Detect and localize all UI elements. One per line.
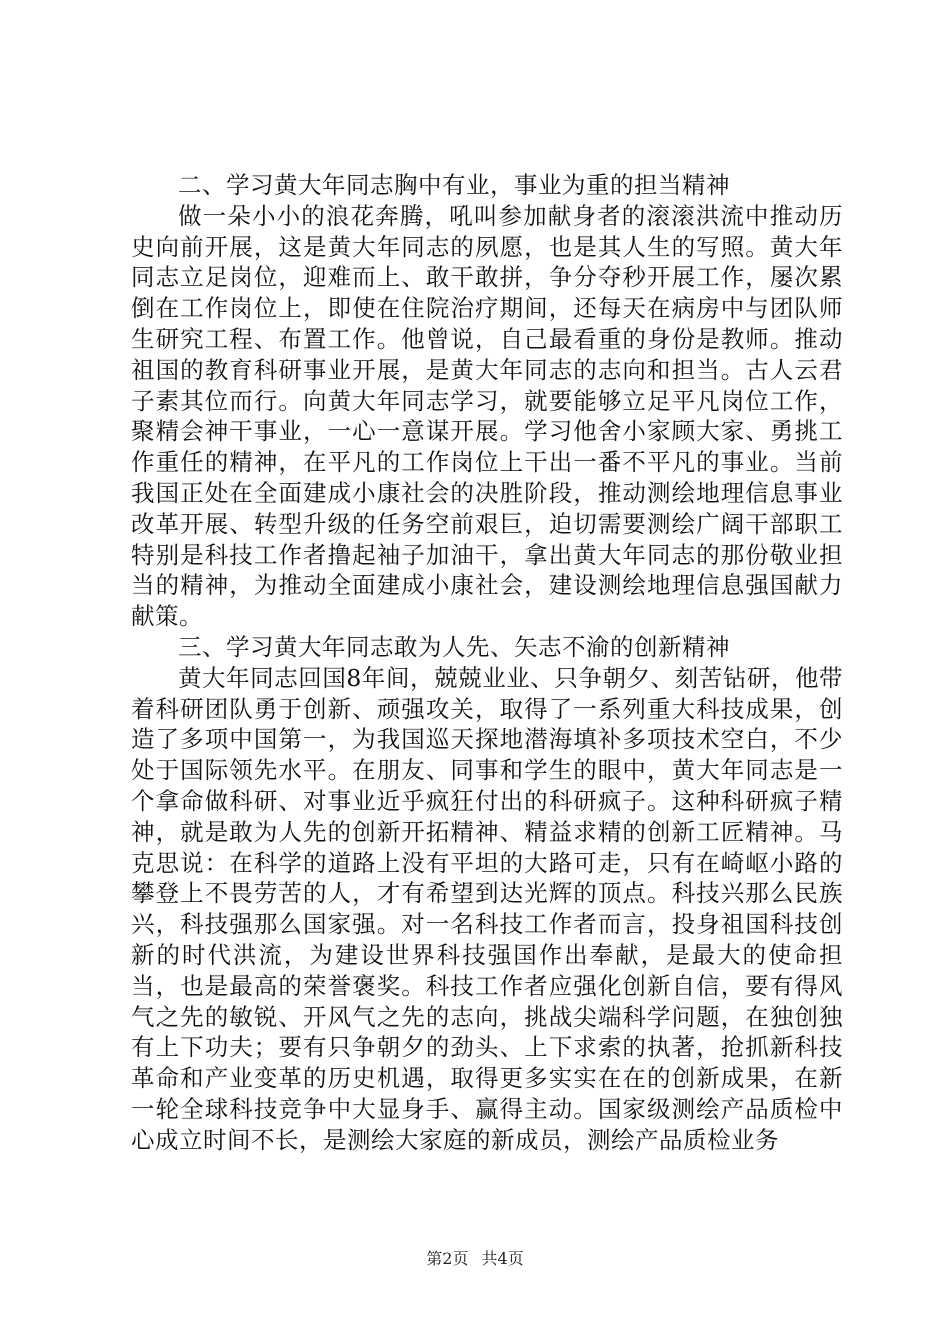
page-total: 共4页	[481, 1249, 524, 1268]
section-paragraph-2: 做一朵小小的浪花奔腾，吼叫参加献身者的滚滚洪流中推动历史向前开展，这是黄大年同志的夙愿，也是其人生的写照。黄大年同志立足岗位，迎难而上、敢干敢拼，争分夺秒开展工作，屡次累倒在工作岗位上，即使在住院治疗期间，还每天在病房中与团队师生研究工程、布置工作。他曾说，自己最看重的身份是教师。推动祖国的教育科研事业开展，是黄大年同志的志向和担当。古人云君子素其位而行。向黄大年同志学习，就要能够立足平凡岗位工作，聚精会神干事业，一心一意谋开展。学习他舍小家顾大家、勇挑工作重任的精神，在平凡的工作岗位上干出一番不平凡的事业。当前我国正处在全面建成小康社会的决胜阶段，推动测绘地理信息事业改革开展、转型升级的任务空前艰巨，迫切需要测绘广阔干部职工特别是科技工作者撸起袖子加油干，拿出黄大年同志的那份敬业担当的精神，为推动全面建成小康社会，建设测绘地理信息强国献力献策。	[131, 201, 843, 631]
section-heading-2: 二、学习黄大年同志胸中有业，事业为重的担当精神	[178, 171, 730, 199]
document-body	[131, 170, 843, 1156]
page-footer	[0, 1246, 950, 1269]
section-paragraph-3: 黄大年同志回国8年间，兢兢业业、只争朝夕、刻苦钻研，他带着科研团队勇于创新、顽强攻关，取得了一系列重大科技成果，创造了多项中国第一，为我国巡天探地潜海填补多项技术空白，不少处于国际领先水平。在朋友、同事和学生的眼中，黄大年同志是一个拿命做科研、对事业近乎疯狂付出的科研疯子。这种科研疯子精神，就是敢为人先的创新开拓精神、精益求精的创新工匠精神。马克思说：在科学的道路上没有平坦的大路可走，只有在崎岖小路的攀登上不畏劳苦的人，才有希望到达光辉的顶点。科技兴那么民族兴，科技强那么国家强。对一名科技工作者而言，投身祖国科技创新的时代洪流，为建设世界科技强国作出奉献，是最大的使命担当，也是最高的荣誉褒奖。科技工作者应强化创新自信，要有得风气之先的敏锐、开风气之先的志向，挑战尖端科学问题，在独创独有上下功夫；要有只争朝夕的劲头、上下求索的执著，抢抓新科技革命和产业变革的历史机遇，取得更多实实在在的创新成果，在新一轮全球科技竞争中大显身手、赢得主动。国家级测绘产品质检中心成立时间不长，是测绘大家庭的新成员，测绘产品质检业务	[131, 663, 843, 1154]
section-heading-3: 三、学习黄大年同志敢为人先、矢志不渝的创新精神	[178, 632, 730, 661]
page-number: 第2页	[426, 1249, 469, 1268]
